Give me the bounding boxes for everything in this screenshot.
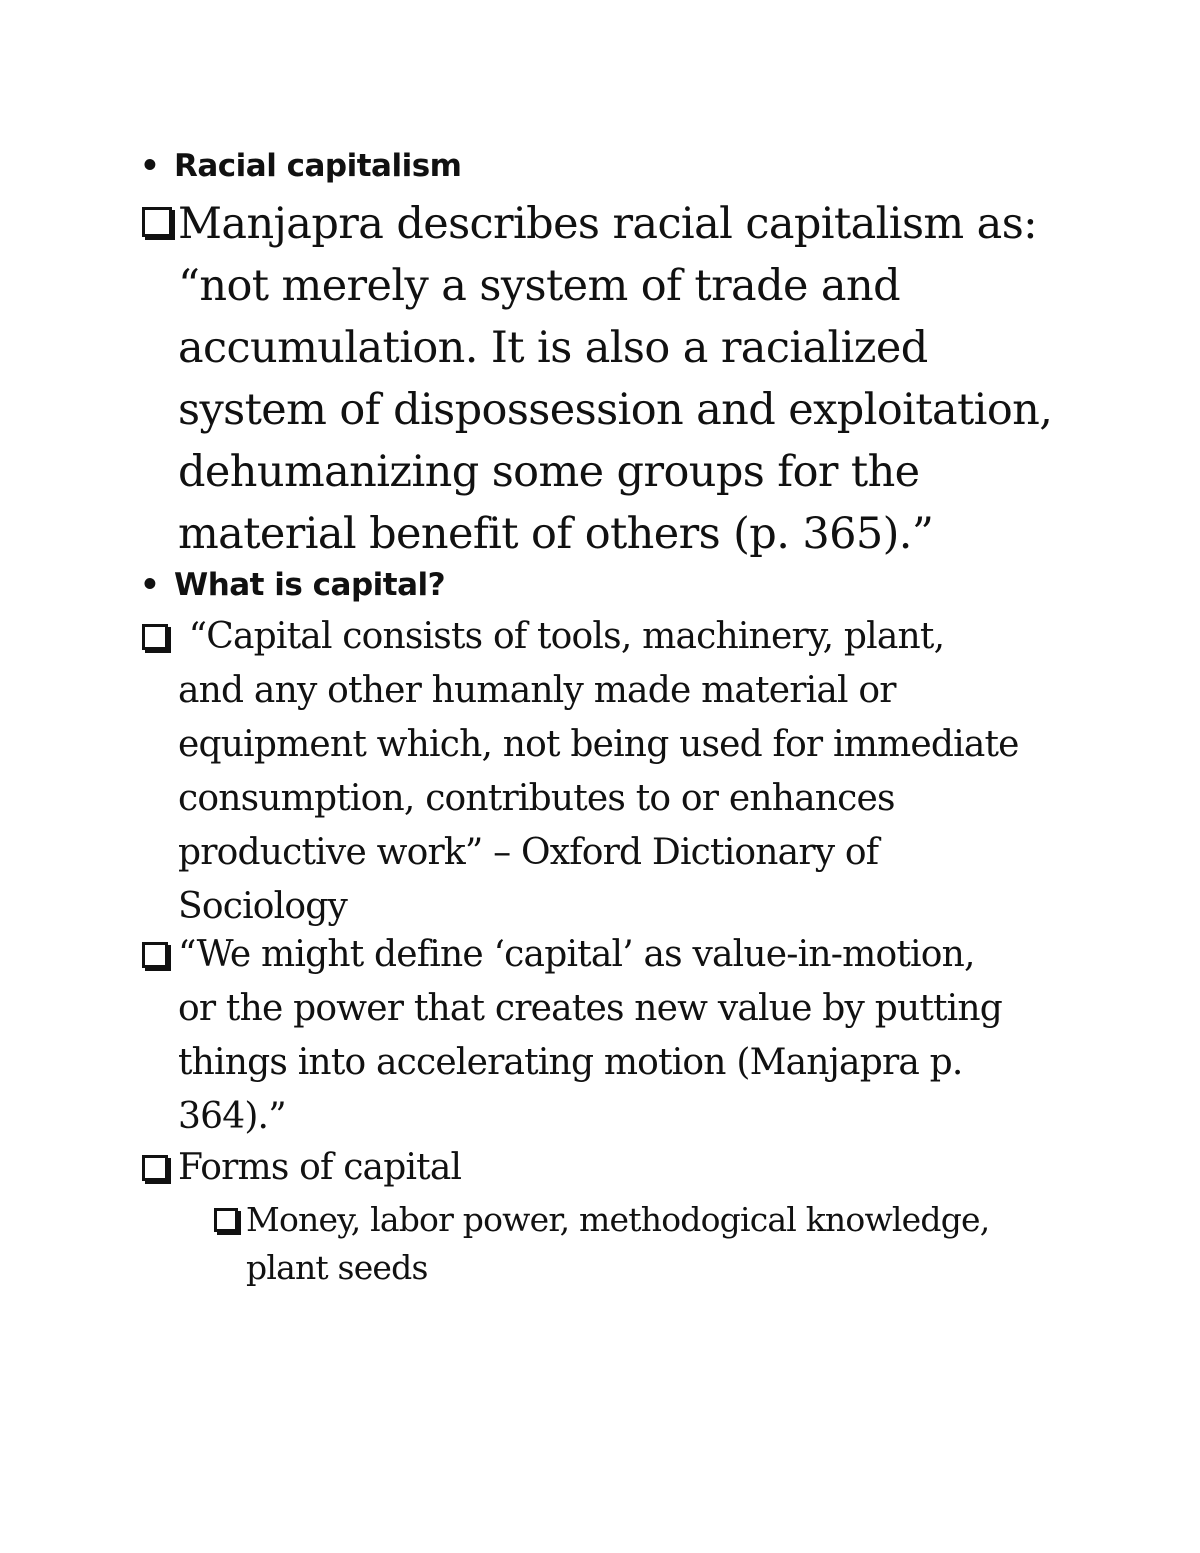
text-line: or the power that creates new value by putting [178,988,1003,1029]
item-text [178,193,1052,565]
item-manjapra-definition [142,193,1142,563]
text-line: Sociology [178,886,348,927]
heading-what-is-capital [140,565,445,605]
text-line: system of dispossession and exploitation, [178,385,1053,435]
text-line: “Capital consists of tools, machinery, plant, [178,616,945,657]
item-text [178,1141,461,1195]
text-line: “We might define ‘capital’ as value-in-motion, [178,934,975,975]
text-line: Forms of capital [178,1147,462,1188]
bullet-dot: • [140,148,160,184]
checkbox-square-icon [142,1155,168,1181]
item-text [178,928,1002,1144]
text-line: 364).” [178,1096,286,1137]
item-forms-of-capital [142,1141,1142,1201]
text-line: equipment which, not being used for immediate [178,724,1019,765]
text-line: plant seeds [246,1248,428,1287]
text-line: consumption, contributes to or enhances [178,778,895,819]
checkbox-square-icon [214,1208,238,1232]
item-text [246,1196,989,1292]
text-line: accumulation. It is also a racialized [178,323,928,373]
text-line: dehumanizing some groups for the [178,447,920,497]
text-line: material benefit of others (p. 365).” [178,509,934,559]
text-line: Money, labor power, methodogical knowledge, [246,1200,990,1239]
subitem-forms-list [214,1196,1114,1296]
checkbox-square-icon [142,207,172,237]
checkbox-square-icon [142,942,168,968]
item-value-in-motion [142,928,1142,1148]
heading-text: What is capital? [174,567,446,603]
heading-text: Racial capitalism [174,148,462,184]
bullet-dot: • [140,567,160,603]
item-text [178,610,1019,934]
checkbox-square-icon [142,624,168,650]
item-oxford-definition [142,610,1142,940]
heading-racial-capitalism [140,146,461,186]
text-line: things into accelerating motion (Manjapra p. [178,1042,963,1083]
text-line: productive work” – Oxford Dictionary of [178,832,879,873]
text-line: and any other humanly made material or [178,670,896,711]
text-line: “not merely a system of trade and [178,261,900,311]
text-line: Manjapra describes racial capitalism as: [178,199,1038,249]
